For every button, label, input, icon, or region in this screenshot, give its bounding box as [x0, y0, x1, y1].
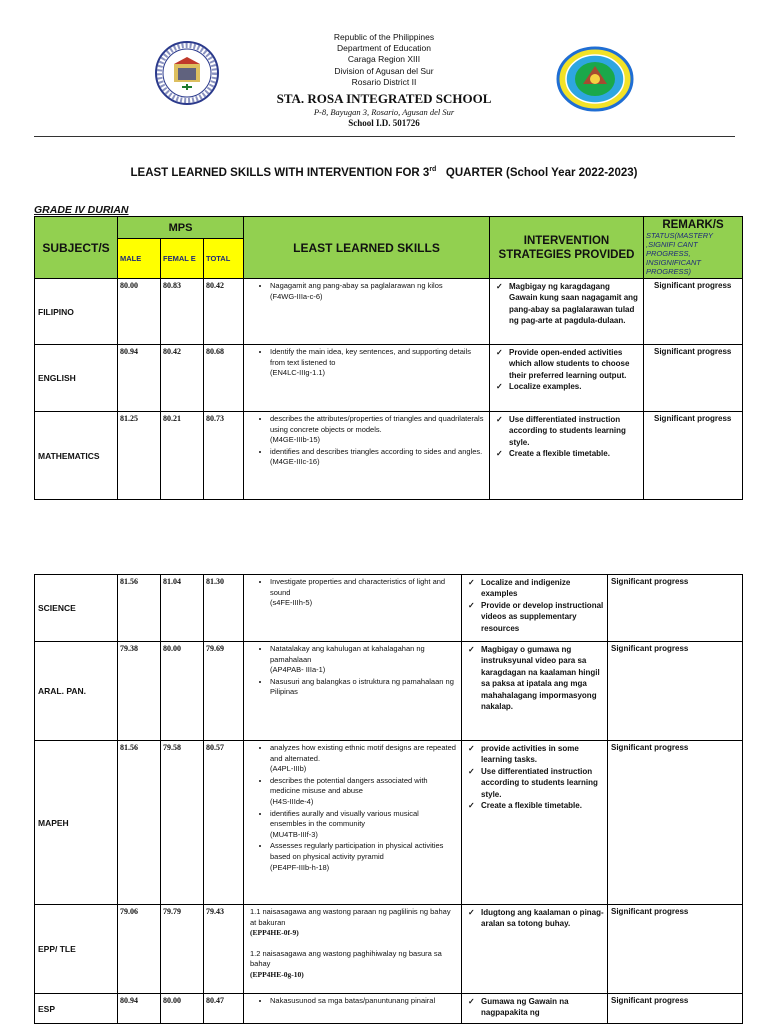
- skills-list: [250, 281, 485, 302]
- skill-item: [270, 677, 457, 698]
- skill-code: (M4GE-IIIb-15): [270, 435, 321, 445]
- strategy-item: [465, 996, 604, 1019]
- table-row: [35, 994, 743, 1024]
- subject-cell: FILIPINO: [35, 279, 118, 345]
- school-address: P-8, Bayugan 3, Rosario, Agusan del Sur: [313, 107, 455, 118]
- skill-text: describes the potential dangers associated with medicine misuse and abuse: [270, 775, 428, 796]
- strategies-cell: [462, 741, 608, 905]
- checkmark-icon: ✓: [468, 744, 475, 753]
- strategy-text: provide activities in some learning tasks.: [481, 744, 579, 765]
- skill-text: Nasusuri ang balangkas o istruktura ng pamahalaan ng Pilipinas: [270, 676, 454, 697]
- strategy-item: [465, 644, 604, 712]
- letterhead-line: Division of Agusan del Sur: [334, 65, 434, 76]
- table-row: [35, 279, 743, 345]
- letterhead-line: Rosario District II: [351, 76, 417, 87]
- subject-cell: EPP/ TLE: [35, 905, 118, 994]
- checkmark-icon: ✓: [468, 600, 475, 610]
- strategy-text: Create a flexible timetable.: [481, 801, 582, 811]
- strategies-cell: [462, 905, 608, 994]
- subject-cell: SCIENCE: [35, 575, 118, 642]
- strategies-cell: [462, 642, 608, 741]
- skills-cell: [244, 642, 462, 741]
- remark-cell: Significant progress: [608, 642, 743, 741]
- mps-female-cell: 79.58: [161, 741, 204, 905]
- strategies-cell: [490, 279, 644, 345]
- skills-table-page-2: [34, 574, 743, 1024]
- skill-text: 1.2 naisasagawa ang wastong paghihiwalay ng basura sa bahay: [250, 948, 442, 969]
- skills-table-page-1: [34, 216, 743, 500]
- mps-total-cell: 80.68: [204, 345, 244, 412]
- strategy-text: Localize and indigenize examples: [481, 578, 571, 599]
- letterhead-line: Department of Education: [336, 43, 432, 54]
- skills-list: [250, 996, 457, 1007]
- skill-code: (s4FE-IIIh-5): [270, 598, 313, 608]
- strategy-item: [493, 448, 640, 459]
- mps-female-cell: 80.83: [161, 279, 204, 345]
- title-quarter: QUARTER (: [445, 166, 510, 179]
- skills-list: [250, 743, 457, 873]
- checkmark-icon: ✓: [496, 449, 503, 459]
- remark-cell: Significant progress: [644, 279, 743, 345]
- strategy-text: Create a flexible timetable.: [509, 449, 610, 459]
- subject-cell: ARAL. PAN.: [35, 642, 118, 741]
- letterhead: [0, 32, 768, 129]
- skills-cell: [244, 279, 490, 345]
- mps-female-cell: 80.21: [161, 412, 204, 500]
- table-row: [35, 905, 743, 994]
- mps-male-cell: 79.06: [118, 905, 161, 994]
- strategy-item: [465, 577, 604, 600]
- skills-cell: [244, 575, 462, 642]
- strategy-text: Localize examples.: [509, 382, 582, 392]
- skill-code: (M4GE-IIIc-16): [270, 457, 320, 467]
- title-school-year: School Year 2022-2023: [509, 166, 634, 179]
- skill-code: (F4WG-IIIa-c-6): [270, 291, 323, 301]
- header-total: TOTAL: [204, 239, 244, 279]
- skill-text: Nagagamit ang pang-abay sa paglalarawan ng kilos: [270, 281, 443, 290]
- header-remarks-label: REMARK/S: [662, 219, 724, 231]
- strategy-item: [465, 743, 604, 766]
- strategy-text: Idugtong ang kaalaman o pinag-aralan sa totong buhay.: [481, 908, 604, 929]
- checkmark-icon: ✓: [468, 801, 475, 811]
- strategy-text: Magbigay ng karagdagang Gawain kung saan nagagamit ang pang-abay sa paglalarawan tulad ng pag-arte at pagdula-dulaan.: [509, 282, 638, 326]
- header-male: MALE: [118, 239, 161, 279]
- mps-male-cell: 81.25: [118, 412, 161, 500]
- school-id: School I.D. 501726: [348, 118, 420, 129]
- mps-total-cell: 81.30: [204, 575, 244, 642]
- mps-male-cell: 81.56: [118, 741, 161, 905]
- table-body-page-1: [35, 279, 743, 500]
- header-mps: MPS: [118, 217, 244, 239]
- skills-list: [250, 414, 485, 468]
- skills-list: [250, 347, 485, 379]
- mps-male-cell: 80.00: [118, 279, 161, 345]
- mps-male-cell: 80.94: [118, 345, 161, 412]
- skill-item: [270, 996, 457, 1007]
- header-divider: [34, 136, 735, 137]
- skill-item: [270, 841, 457, 873]
- strategies-cell: [462, 994, 608, 1024]
- strategies-cell: [490, 345, 644, 412]
- table-body-page-2: [35, 575, 743, 1024]
- skill-item: [270, 644, 457, 676]
- mps-total-cell: 80.42: [204, 279, 244, 345]
- mps-total-cell: 79.69: [204, 642, 244, 741]
- skill-item: [250, 949, 457, 981]
- mps-male-cell: 79.38: [118, 642, 161, 741]
- skill-item: [270, 414, 485, 446]
- skill-code: (PE4PF-IIIb-h-18): [270, 862, 330, 872]
- letterhead-line: Caraga Region XIII: [347, 54, 421, 65]
- skill-code: (EPP4HE-0f-9): [250, 928, 299, 938]
- mps-female-cell: 80.42: [161, 345, 204, 412]
- skill-text: Assesses regularly participation in physical activities based on physical activity pyramid: [270, 841, 444, 861]
- subject-cell: MAPEH: [35, 741, 118, 905]
- header-status-note: STATUS(MASTERY ,SIGNIFI CANT PROGRESS, INSIGNIFICANT PROGRESS): [646, 231, 713, 276]
- table-row: [35, 642, 743, 741]
- strategy-item: [465, 766, 604, 800]
- title-main: LEAST LEARNED SKILLS WITH INTERVENTION FOR 3: [130, 166, 430, 179]
- mps-female-cell: 80.00: [161, 642, 204, 741]
- header-subject: SUBJECT/S: [35, 217, 118, 279]
- strategy-text: Use differentiated instruction according to students learning style.: [509, 415, 626, 447]
- skill-code: (A4PL-IIIb): [270, 764, 307, 774]
- checkmark-icon: ✓: [468, 578, 475, 587]
- remark-cell: Significant progress: [644, 412, 743, 500]
- mps-total-cell: 79.43: [204, 905, 244, 994]
- checkmark-icon: ✓: [468, 645, 475, 654]
- letterhead-line: Republic of the Philippines: [333, 32, 435, 42]
- skill-code: (EN4LC-IIIg-1.1): [270, 368, 326, 378]
- skill-text: 1.1 naisasagawa ang wastong paraan ng paglilinis ng bahay at bakuran: [250, 907, 451, 927]
- mps-male-cell: 81.56: [118, 575, 161, 642]
- remark-cell: Significant progress: [608, 575, 743, 642]
- strategy-item: [493, 347, 640, 381]
- skill-item: [270, 347, 485, 379]
- skill-item: [270, 776, 457, 808]
- skill-item: [270, 577, 457, 609]
- skill-item: [270, 447, 485, 468]
- school-name: STA. ROSA INTEGRATED SCHOOL: [276, 91, 492, 107]
- mps-total-cell: 80.57: [204, 741, 244, 905]
- skill-code: (MU4TB-IIIf-3): [270, 829, 318, 839]
- remark-cell: Significant progress: [608, 905, 743, 994]
- checkmark-icon: ✓: [468, 766, 475, 776]
- remark-cell: Significant progress: [608, 741, 743, 905]
- skill-text: identifies aurally and visually various musical ensembles in the community: [270, 808, 419, 829]
- skill-code: (EPP4HE-0g-10): [250, 969, 304, 979]
- header-remarks: [644, 217, 743, 279]
- header-female: FEMAL E: [161, 239, 204, 279]
- skill-text: Natatalakay ang kahulugan at kahalagahan ng pamahalaan: [270, 644, 425, 664]
- strategies-cell: [490, 412, 644, 500]
- strategy-item: [493, 281, 640, 327]
- skills-cell: [244, 345, 490, 412]
- strategy-text: Use differentiated instruction according to students learning style.: [481, 766, 598, 799]
- strategy-item: [465, 907, 604, 930]
- skills-cell: [244, 905, 462, 994]
- checkmark-icon: ✓: [496, 415, 503, 424]
- header-strategies: INTERVENTION STRATEGIES PROVIDED: [490, 217, 644, 279]
- mps-female-cell: 79.79: [161, 905, 204, 994]
- skill-text: identifies and describes triangles according to sides and angles.: [270, 446, 483, 456]
- table-row: [35, 575, 743, 642]
- skill-text: Nakasusunod sa mga batas/panuntunang pinairal: [270, 996, 436, 1005]
- table-row: [35, 741, 743, 905]
- title-close: ): [633, 166, 638, 179]
- skill-item: [250, 907, 457, 939]
- skill-text: Identify the main idea, key sentences, and supporting details from text listened to: [270, 347, 471, 367]
- skills-cell: [244, 412, 490, 500]
- skill-text: analyzes how existing ethnic motif designs are repeated and alternated.: [270, 743, 456, 763]
- mps-male-cell: 80.94: [118, 994, 161, 1024]
- strategy-item: [493, 414, 640, 448]
- skills-cell: [244, 741, 462, 905]
- skill-code: (AP4PAB- IIIa-1): [270, 665, 326, 675]
- mps-total-cell: 80.73: [204, 412, 244, 500]
- grade-section-label: GRADE IV DURIAN: [34, 204, 129, 216]
- subject-cell: ESP: [35, 994, 118, 1024]
- skill-text: describes the attributes/properties of triangles and quadrilaterals using concrete objects or models.: [270, 414, 484, 434]
- strategy-item: [493, 381, 640, 392]
- strategies-cell: [462, 575, 608, 642]
- mps-female-cell: 80.00: [161, 994, 204, 1024]
- skill-code: (H4S-IIIde-4): [270, 796, 314, 806]
- checkmark-icon: ✓: [468, 908, 475, 917]
- skills-list: [250, 644, 457, 698]
- checkmark-icon: ✓: [468, 997, 475, 1006]
- skill-text: Investigate properties and characteristics of light and sound: [270, 577, 446, 597]
- subject-cell: MATHEMATICS: [35, 412, 118, 500]
- strategy-text: Magbigay o gumawa ng instruksyunal video para sa karagdagan na kaalaman hingil sa paksa at ipatala ang mga mahahalagang impormasyong nakalap.: [481, 645, 600, 712]
- table-row: [35, 345, 743, 412]
- checkmark-icon: ✓: [496, 382, 503, 392]
- remark-cell: Significant progress: [644, 345, 743, 412]
- remark-cell: Significant progress: [608, 994, 743, 1024]
- title-ordinal: rd: [429, 166, 437, 173]
- table-row: [35, 412, 743, 500]
- subject-cell: ENGLISH: [35, 345, 118, 412]
- skills-list: [250, 577, 457, 609]
- skill-item: [270, 281, 485, 302]
- checkmark-icon: ✓: [496, 282, 503, 291]
- header-skills: LEAST LEARNED SKILLS: [244, 217, 490, 279]
- skill-item: [270, 743, 457, 775]
- document-title: [0, 166, 768, 179]
- strategy-item: [465, 600, 604, 634]
- mps-total-cell: 80.47: [204, 994, 244, 1024]
- strategy-text: Gumawa ng Gawain na nagpapakita ng: [481, 997, 569, 1018]
- strategy-text: Provide open-ended activities which allow students to choose their preferred learning output.: [509, 348, 630, 380]
- strategy-text: Provide or develop instructional videos as supplementary resources: [481, 600, 604, 633]
- skills-cell: [244, 994, 462, 1024]
- skill-item: [270, 809, 457, 841]
- checkmark-icon: ✓: [496, 348, 503, 357]
- strategy-item: [465, 800, 604, 811]
- mps-female-cell: 81.04: [161, 575, 204, 642]
